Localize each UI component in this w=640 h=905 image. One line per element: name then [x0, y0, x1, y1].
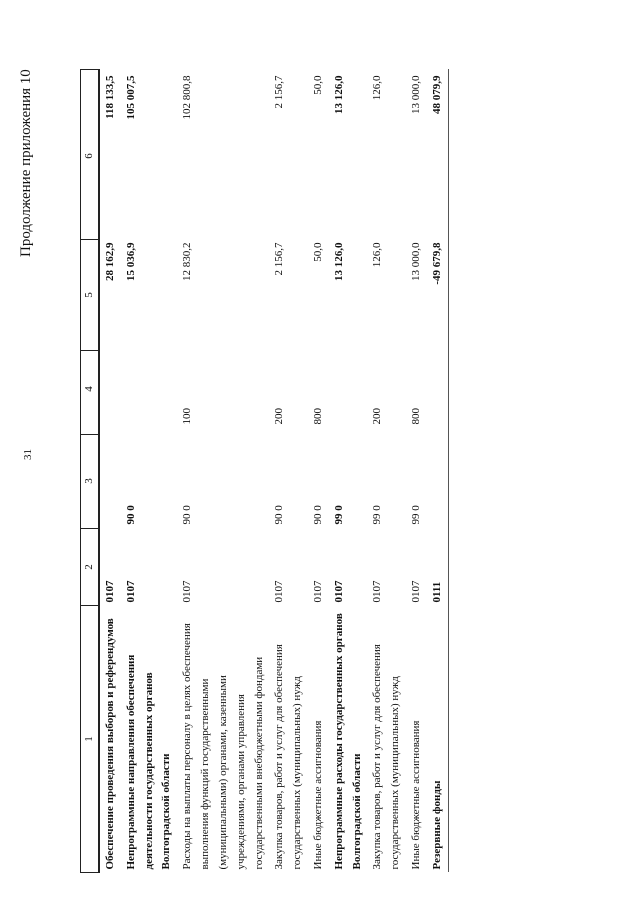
header-col-3: 3: [81, 435, 100, 529]
cell-c4: 200: [371, 408, 384, 425]
table-row: [406, 70, 427, 873]
header-col-1: 1: [81, 606, 100, 873]
table-body: [99, 70, 448, 873]
cell-c6: 2 156,7: [273, 75, 286, 109]
cell-c1: Непрограммные направления обеспечения деятельности государственных органов Волгоградской области: [124, 654, 173, 870]
cell-c5: 15 036,9: [124, 242, 137, 281]
cell-c2: 0107: [332, 580, 345, 603]
header-row: [81, 70, 100, 873]
cell-c3: 99 0: [410, 505, 422, 525]
header-col-5: 5: [81, 240, 100, 351]
cell-c1: Закупка товаров, работ и услуг для обеспечения государственных (муниципальных) нужд: [371, 644, 402, 870]
cell-c4: 100: [181, 408, 194, 425]
cell-c2: 0107: [410, 580, 422, 603]
cell-c2: 0107: [371, 580, 384, 603]
cell-c3: [99, 435, 121, 529]
cell-c5: 50,0: [311, 242, 324, 262]
header-col-6: 6: [81, 70, 100, 240]
cell-c1: Расходы на выплаты персоналу в целях обеспечения выполнения функций государственными (муниципальными) органами, казенными учреждениями, органами управления государственными внебюджетными фондами: [181, 623, 265, 870]
cell-c5: 13 126,0: [332, 242, 345, 281]
cell-c3: 90 0: [273, 505, 286, 525]
table-row: [99, 70, 121, 873]
cell-c3: 90 0: [181, 505, 194, 525]
table-row: [269, 70, 308, 873]
table-row: [367, 70, 406, 873]
cell-c1: Закупка товаров, работ и услуг для обеспечения государственных (муниципальных) нужд: [273, 644, 304, 870]
cell-c4: 800: [410, 408, 422, 425]
cell-c6: 48 079,9: [427, 70, 448, 240]
cell-c4: [427, 351, 448, 435]
table-row: [121, 70, 177, 873]
cell-c1: Иные бюджетные ассигнования: [311, 720, 324, 870]
table-row: [329, 70, 368, 873]
header-col-4: 4: [81, 351, 100, 435]
cell-c3: 99 0: [371, 505, 384, 525]
cell-c6: 126,0: [371, 75, 384, 101]
cell-c5: -49 679,8: [427, 240, 448, 351]
cell-c6: 50,0: [311, 75, 324, 95]
cell-c1: Обеспечение проведения выборов и референдумов: [104, 618, 116, 870]
cell-c2: 0107: [104, 580, 116, 603]
cell-c5: 12 830,2: [181, 242, 194, 281]
cell-c2: 0107: [181, 580, 194, 603]
cell-c5: 2 156,7: [273, 242, 286, 276]
header-col-2: 2: [81, 529, 100, 606]
cell-c4: [99, 351, 121, 435]
cell-c4: [121, 351, 177, 435]
cell-c5: 28 162,9: [104, 242, 116, 281]
cell-c2: 0107: [273, 580, 286, 603]
cell-c4: 200: [273, 408, 286, 425]
continuation-heading: Продолжение приложения 10: [18, 69, 34, 257]
cell-c6: 13 000,0: [410, 75, 422, 114]
cell-c1: Непрограммные расходы государственных органов Волгоградской области: [332, 613, 363, 870]
cell-c1: Иные бюджетные ассигнования: [410, 720, 422, 870]
table-row: [177, 70, 269, 873]
cell-c3: [427, 435, 448, 529]
page-number: 31: [22, 449, 34, 460]
cell-c6: 102 800,8: [181, 75, 194, 120]
cell-c4: 800: [311, 408, 324, 425]
cell-c3: 90 0: [311, 505, 324, 525]
cell-c4: [329, 351, 368, 435]
cell-c3: 90 0: [124, 505, 137, 525]
cell-c2: 0111: [427, 529, 448, 606]
table-row: [308, 70, 329, 873]
table-row: [427, 70, 448, 873]
cell-c2: 0107: [124, 580, 137, 603]
cell-c6: 13 126,0: [332, 75, 345, 114]
cell-c6: 118 133,5: [104, 75, 116, 119]
cell-c5: 13 000,0: [410, 242, 422, 281]
cell-c3: 99 0: [332, 505, 345, 525]
cell-c6: 105 007,5: [124, 75, 137, 120]
cell-c2: 0107: [311, 580, 324, 603]
budget-table: [80, 69, 449, 873]
cell-c1: Резервные фонды: [427, 606, 448, 873]
cell-c5: 126,0: [371, 242, 384, 268]
